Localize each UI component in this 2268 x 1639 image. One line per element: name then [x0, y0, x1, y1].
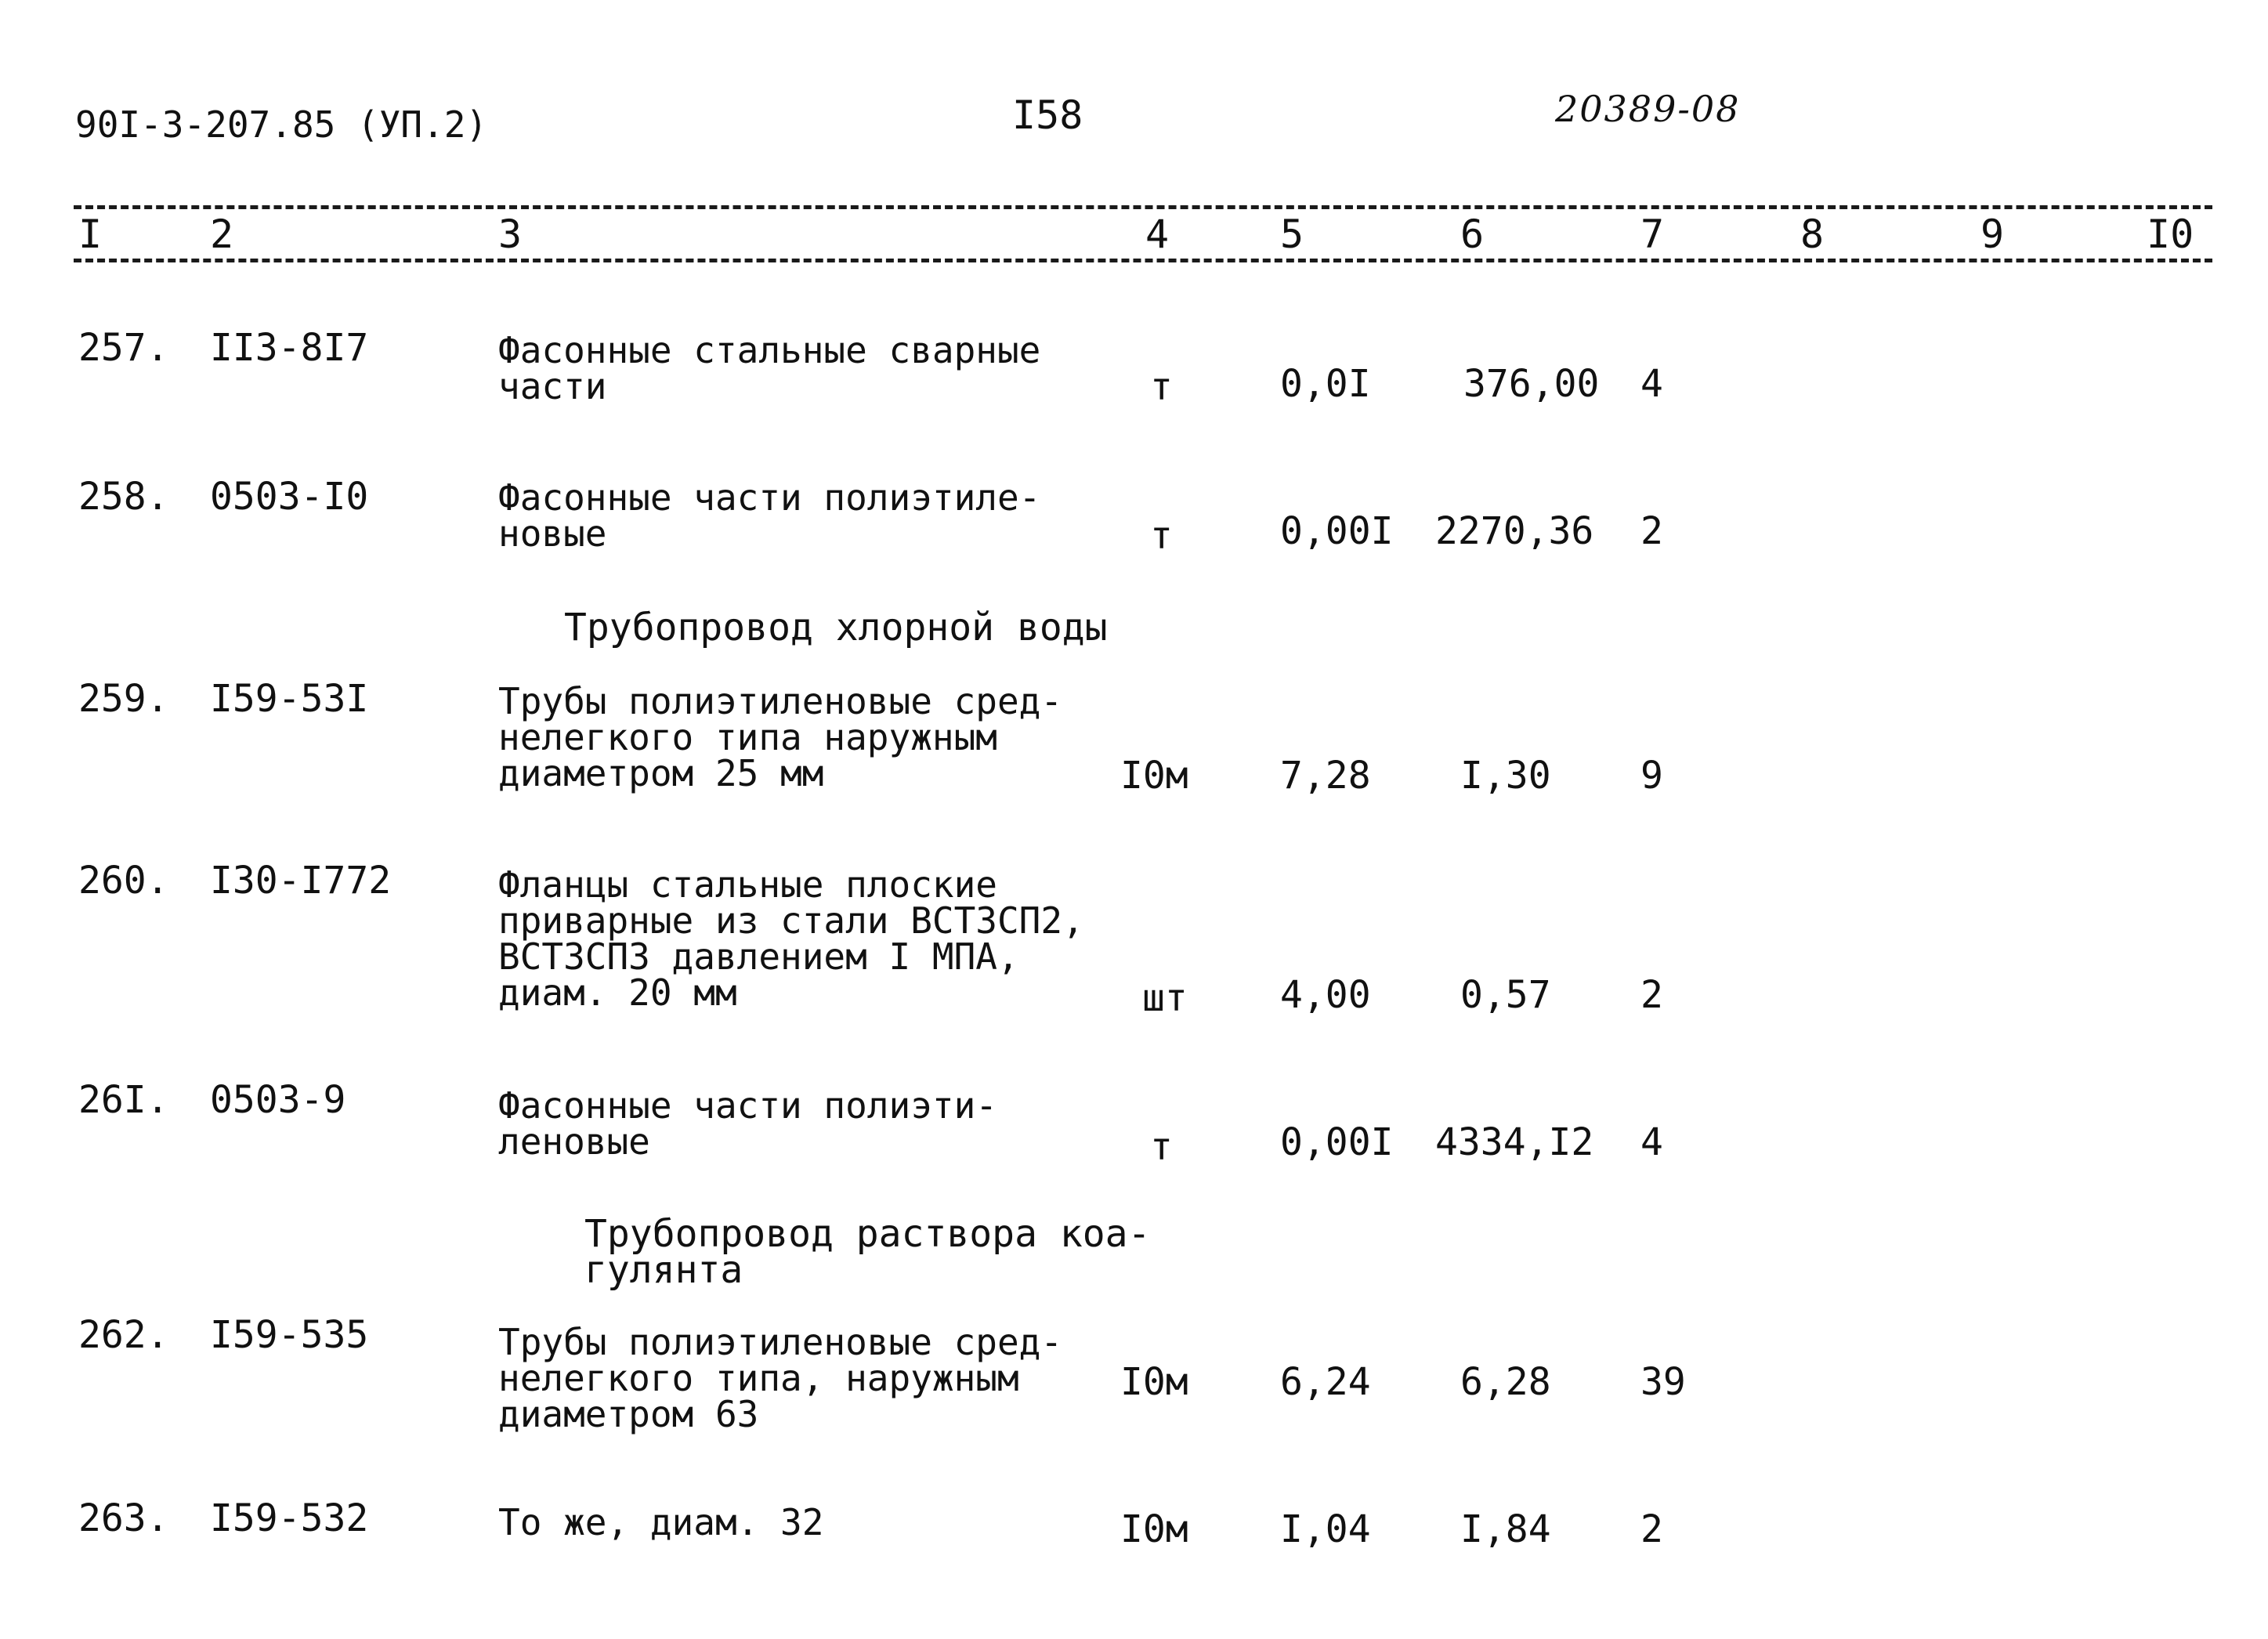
item-unit: т	[1150, 514, 1173, 558]
item-code: I30-I772	[210, 859, 392, 903]
section-heading: Трубопровод раствора коа-	[584, 1212, 1151, 1256]
item-quantity: 0,0I	[1280, 362, 1371, 406]
column-number-4: 4	[1145, 212, 1170, 257]
item-quantity: 6,24	[1280, 1360, 1371, 1404]
item-total: 2	[1640, 973, 1663, 1017]
item-description-line: Фасонные части полиэтиле-	[498, 476, 1041, 519]
column-number-6: 6	[1460, 212, 1485, 257]
item-price: 376,00	[1463, 362, 1600, 406]
item-price: I,84	[1460, 1507, 1551, 1551]
item-description-line: То же, диам. 32	[498, 1501, 824, 1543]
item-price: I,30	[1460, 754, 1551, 798]
item-unit: т	[1150, 1125, 1173, 1169]
row-number: 263.	[78, 1496, 169, 1540]
item-description-line: нелегкого типа, наружным	[498, 1357, 1019, 1399]
item-quantity: 7,28	[1280, 754, 1371, 798]
item-unit: I0м	[1120, 1360, 1188, 1404]
column-number-1: I	[78, 212, 103, 257]
column-number-3: 3	[498, 212, 523, 257]
row-number: 257.	[78, 326, 169, 370]
section-heading: гулянта	[584, 1248, 743, 1292]
item-description-line: ВСТЗСПЗ давлением I МПА,	[498, 935, 1019, 978]
item-total: 2	[1640, 509, 1663, 553]
row-number: 260.	[78, 859, 169, 903]
item-description-line: леновые	[498, 1120, 650, 1163]
item-total: 4	[1640, 362, 1663, 406]
item-unit: шт	[1142, 976, 1188, 1020]
header-top-rule	[74, 205, 2212, 209]
item-unit: I0м	[1120, 754, 1188, 798]
column-number-9: 9	[1980, 212, 2005, 257]
section-heading: Трубопровод хлорной воды	[564, 606, 1108, 649]
item-price: 0,57	[1460, 973, 1551, 1017]
item-description-line: Трубы полиэтиленовые сред-	[498, 1321, 1063, 1363]
row-number: 262.	[78, 1313, 169, 1357]
item-description-line: нелегкого типа наружным	[498, 716, 997, 758]
column-number-10: I0	[2147, 212, 2194, 257]
item-code: I59-532	[210, 1496, 369, 1540]
column-number-7: 7	[1640, 212, 1665, 257]
item-description-line: диаметром 63	[498, 1393, 759, 1435]
header-bottom-rule	[74, 259, 2212, 262]
sheet-id: 20389-08	[1555, 88, 1741, 130]
page-number: I58	[1012, 92, 1083, 138]
item-code: I59-535	[210, 1313, 369, 1357]
column-number-8: 8	[1800, 212, 1825, 257]
item-description-line: Фасонные части полиэти-	[498, 1084, 997, 1127]
item-unit: т	[1150, 365, 1173, 409]
item-quantity: 0,00I	[1280, 1120, 1394, 1164]
item-total: 9	[1640, 754, 1663, 798]
row-number: 259.	[78, 677, 169, 721]
item-description-line: Трубы полиэтиленовые сред-	[498, 680, 1063, 722]
row-number: 258.	[78, 475, 169, 519]
item-price: 4334,I2	[1435, 1120, 1594, 1164]
document-code: 90I-3-207.85 (УП.2)	[75, 103, 488, 146]
item-quantity: 0,00I	[1280, 509, 1394, 553]
item-price: 6,28	[1460, 1360, 1551, 1404]
item-total: 39	[1640, 1360, 1686, 1404]
item-description-line: части	[498, 365, 607, 407]
item-description-line: новые	[498, 512, 607, 555]
item-code: I59-53I	[210, 677, 369, 721]
item-description-line: Фасонные стальные сварные	[498, 329, 1041, 371]
item-description-line: диаметром 25 мм	[498, 752, 824, 794]
item-total: 4	[1640, 1120, 1663, 1164]
column-number-2: 2	[210, 212, 234, 257]
item-quantity: 4,00	[1280, 973, 1371, 1017]
item-price: 2270,36	[1435, 509, 1594, 553]
item-unit: I0м	[1120, 1507, 1188, 1551]
row-number: 26I.	[78, 1078, 169, 1122]
item-code: 0503-I0	[210, 475, 369, 519]
item-description-line: Фланцы стальные плоские	[498, 863, 997, 906]
item-quantity: I,04	[1280, 1507, 1371, 1551]
item-total: 2	[1640, 1507, 1663, 1551]
item-code: II3-8I7	[210, 326, 369, 370]
item-description-line: диам. 20 мм	[498, 971, 737, 1014]
item-code: 0503-9	[210, 1078, 346, 1122]
item-description-line: приварные из стали ВСТЗСП2,	[498, 899, 1084, 942]
column-number-5: 5	[1280, 212, 1304, 257]
